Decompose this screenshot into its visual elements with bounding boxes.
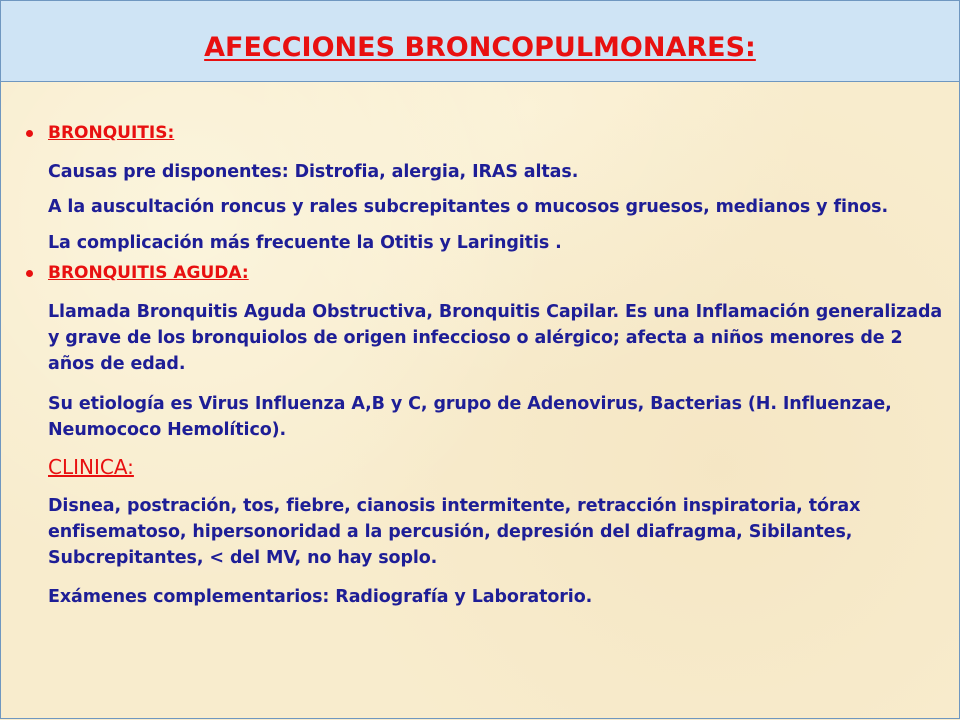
bronquitis-line-3: La complicación más frecuente la Otitis y Laringitis . [48,233,562,253]
title-bar [0,0,960,82]
heading-clinica: CLINICA: [48,455,134,479]
aguda-paragraph-2: Su etiología es Virus Influenza A,B y C, grupo de Adenovirus, Bacterias (H. Influenzae, Neumococo Hemolítico). [48,394,892,440]
bronquitis-line-1: Causas pre disponentes: Distrofia, alergia, IRAS altas. [48,162,579,182]
examenes-text: Exámenes complementarios: Radiografía y Laboratorio. [48,587,593,607]
aguda-paragraph-1: Llamada Bronquitis Aguda Obstructiva, Bronquitis Capilar. Es una Inflamación generalizada y grave de los bronquiolos de origen infeccioso o alérgico; afecta a niños menores de 2 años de edad. [48,302,943,374]
heading-bronquitis: BRONQUITIS: [48,123,175,143]
bullet-icon [26,130,33,137]
bullet-icon [26,270,33,277]
clinica-text: Disnea, postración, tos, fiebre, cianosis intermitente, retracción inspiratoria, tórax enfisematoso, hipersonoridad a la percusión, depresión del diafragma, Sibilantes, Subcrepitantes, < del MV, no hay soplo. [48,496,861,568]
bronquitis-line-2: A la auscultación roncus y rales subcrepitantes o mucosos gruesos, medianos y finos. [48,197,889,217]
heading-bronquitis-aguda: BRONQUITIS AGUDA: [48,263,249,283]
page-title: AFECCIONES BRONCOPULMONARES: [204,31,756,63]
